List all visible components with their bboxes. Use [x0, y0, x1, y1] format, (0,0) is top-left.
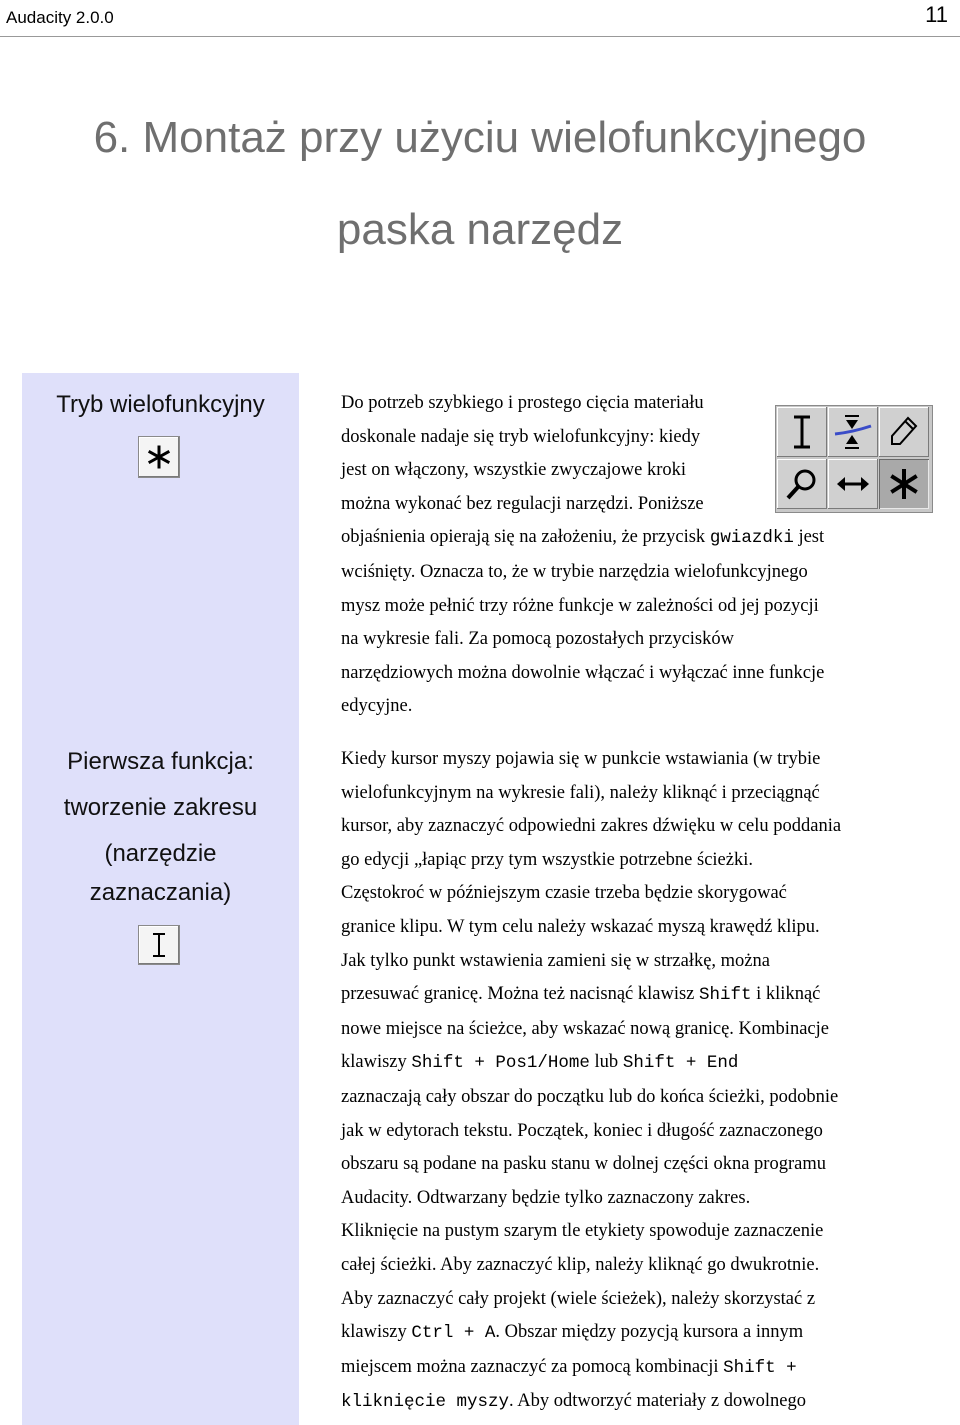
asterisk-icon: [138, 436, 180, 478]
i-beam-icon: [138, 925, 180, 965]
text-line: mysz może pełnić trzy różne funkcje w zależności od jej pozycji: [341, 595, 819, 616]
sidebar-first-function-line-3: (narzędzie: [104, 840, 217, 867]
text-line: Audacity. Odtwarzany będzie tylko zaznaczony zakres.: [341, 1187, 751, 1208]
code-shift-end: Shift + End: [622, 1053, 739, 1074]
i-beam-icon-glyph: [148, 932, 170, 958]
text-line: Jak tylko punkt wstawienia zamieni się w strzałkę, można: [341, 950, 770, 971]
page-number: 11: [925, 2, 948, 27]
text-line: klawiszy Ctrl + A. Obszar między pozycją kursora a innym: [341, 1322, 804, 1344]
text-line: granice klipu. W tym celu należy wskazać myszą krawędź klipu.: [341, 916, 820, 937]
sidebar-first-function-line-4: zaznaczania): [89, 879, 232, 906]
code-shift: Shift: [699, 985, 752, 1006]
text-line: objaśnienia opierają się na założeniu, że przycisk gwiazdki jest: [341, 527, 825, 549]
text-line: Kliknięcie na pustym szarym tle etykiety spowoduje zaznaczenie: [341, 1221, 824, 1242]
sidebar: [22, 373, 299, 1425]
chapter-title-line-1: 6. Montaż przy użyciu wielofunkcyjnego: [93, 113, 867, 162]
text-line: zaznaczają cały obszar do początku lub do końca ścieżki, podobnie: [341, 1086, 839, 1107]
chapter-title: [0, 92, 960, 276]
text-line: klawiszy Shift + Pos1/Home lub Shift + End: [341, 1052, 739, 1074]
text-line: wielofunkcyjnym na wykresie fali), należy kliknąć i przeciągnąć: [341, 782, 820, 803]
text-line: go edycji „łapiąc przy tym wszystkie potrzebne ścieżki.: [341, 849, 753, 870]
text-line: Aby zaznaczyć cały projekt (wiele ścieżek), należy skorzystać z: [341, 1288, 816, 1309]
code-gwiazdki: gwiazdki: [709, 528, 794, 549]
code-shift-home: Shift + Pos1/Home: [411, 1053, 590, 1074]
sidebar-first-function-line-2: tworzenie zakresu: [63, 794, 258, 821]
sidebar-first-function-line-1: Pierwsza funkcja:: [67, 748, 254, 775]
code-ctrl-a: Ctrl + A: [411, 1323, 496, 1344]
text-line: jak w edytorach tekstu. Początek, koniec i długość zaznaczonego: [341, 1120, 823, 1141]
header-rule: [0, 36, 960, 37]
text-line: nowe miejsce na ścieżce, aby wskazać nową granicę. Kombinacje: [341, 1018, 829, 1039]
text-line: jest on włączony, wszystkie zwyczajowe kroki: [341, 460, 687, 481]
text-line: kursor, aby zaznaczyć odpowiedni zakres dźwięku w celu poddania: [341, 816, 842, 837]
text-line: miejscem można zaznaczyć za pomocą kombinacji Shift +: [341, 1356, 797, 1378]
text-line: narzędziowych można dowolnie włączać i wyłączać inne funkcje: [341, 662, 825, 683]
sidebar-mode-heading: Tryb wielofunkcyjny: [56, 391, 265, 418]
text-line: kliknięcie myszy. Aby odtworzyć materiały z dowolnego: [341, 1391, 806, 1413]
code-mouse-click: kliknięcie myszy: [341, 1392, 510, 1413]
text-line: można wykonać bez regulacji narzędzi. Poniższe: [341, 493, 704, 514]
text-line: przesuwać granicę. Można też nacisnąć klawisz Shift i kliknąć: [341, 984, 821, 1006]
text-line: całej ścieżki. Aby zaznaczyć klip, należy kliknąć go dwukrotnie.: [341, 1254, 820, 1275]
chapter-title-line-2: paska narzędz: [336, 205, 624, 254]
text-line: Do potrzeb szybkiego i prostego cięcia materiału: [341, 393, 704, 413]
asterisk-icon-glyph: [146, 444, 172, 470]
text-line: Kiedy kursor myszy pojawia się w punkcie wstawiania (w trybie: [341, 749, 821, 769]
paragraph-multi-tool-intro: [341, 387, 941, 724]
paragraph-selection-tool: [341, 743, 941, 1420]
text-line: doskonale nadaje się tryb wielofunkcyjny: kiedy: [341, 426, 701, 447]
running-header-title: Audacity 2.0.0: [6, 8, 114, 27]
text-line: edycyjne.: [341, 696, 413, 717]
text-line: wciśnięty. Oznacza to, że w trybie narzędzia wielofunkcyjnego: [341, 561, 808, 582]
code-shift-plus: Shift +: [723, 1357, 797, 1378]
text-line: Częstokroć w późniejszym czasie trzeba będzie skorygować: [341, 883, 787, 904]
text-line: obszaru są podane na pasku stanu w dolnej części okna programu: [341, 1154, 826, 1175]
text-line: na wykresie fali. Za pomocą pozostałych przycisków: [341, 629, 734, 650]
